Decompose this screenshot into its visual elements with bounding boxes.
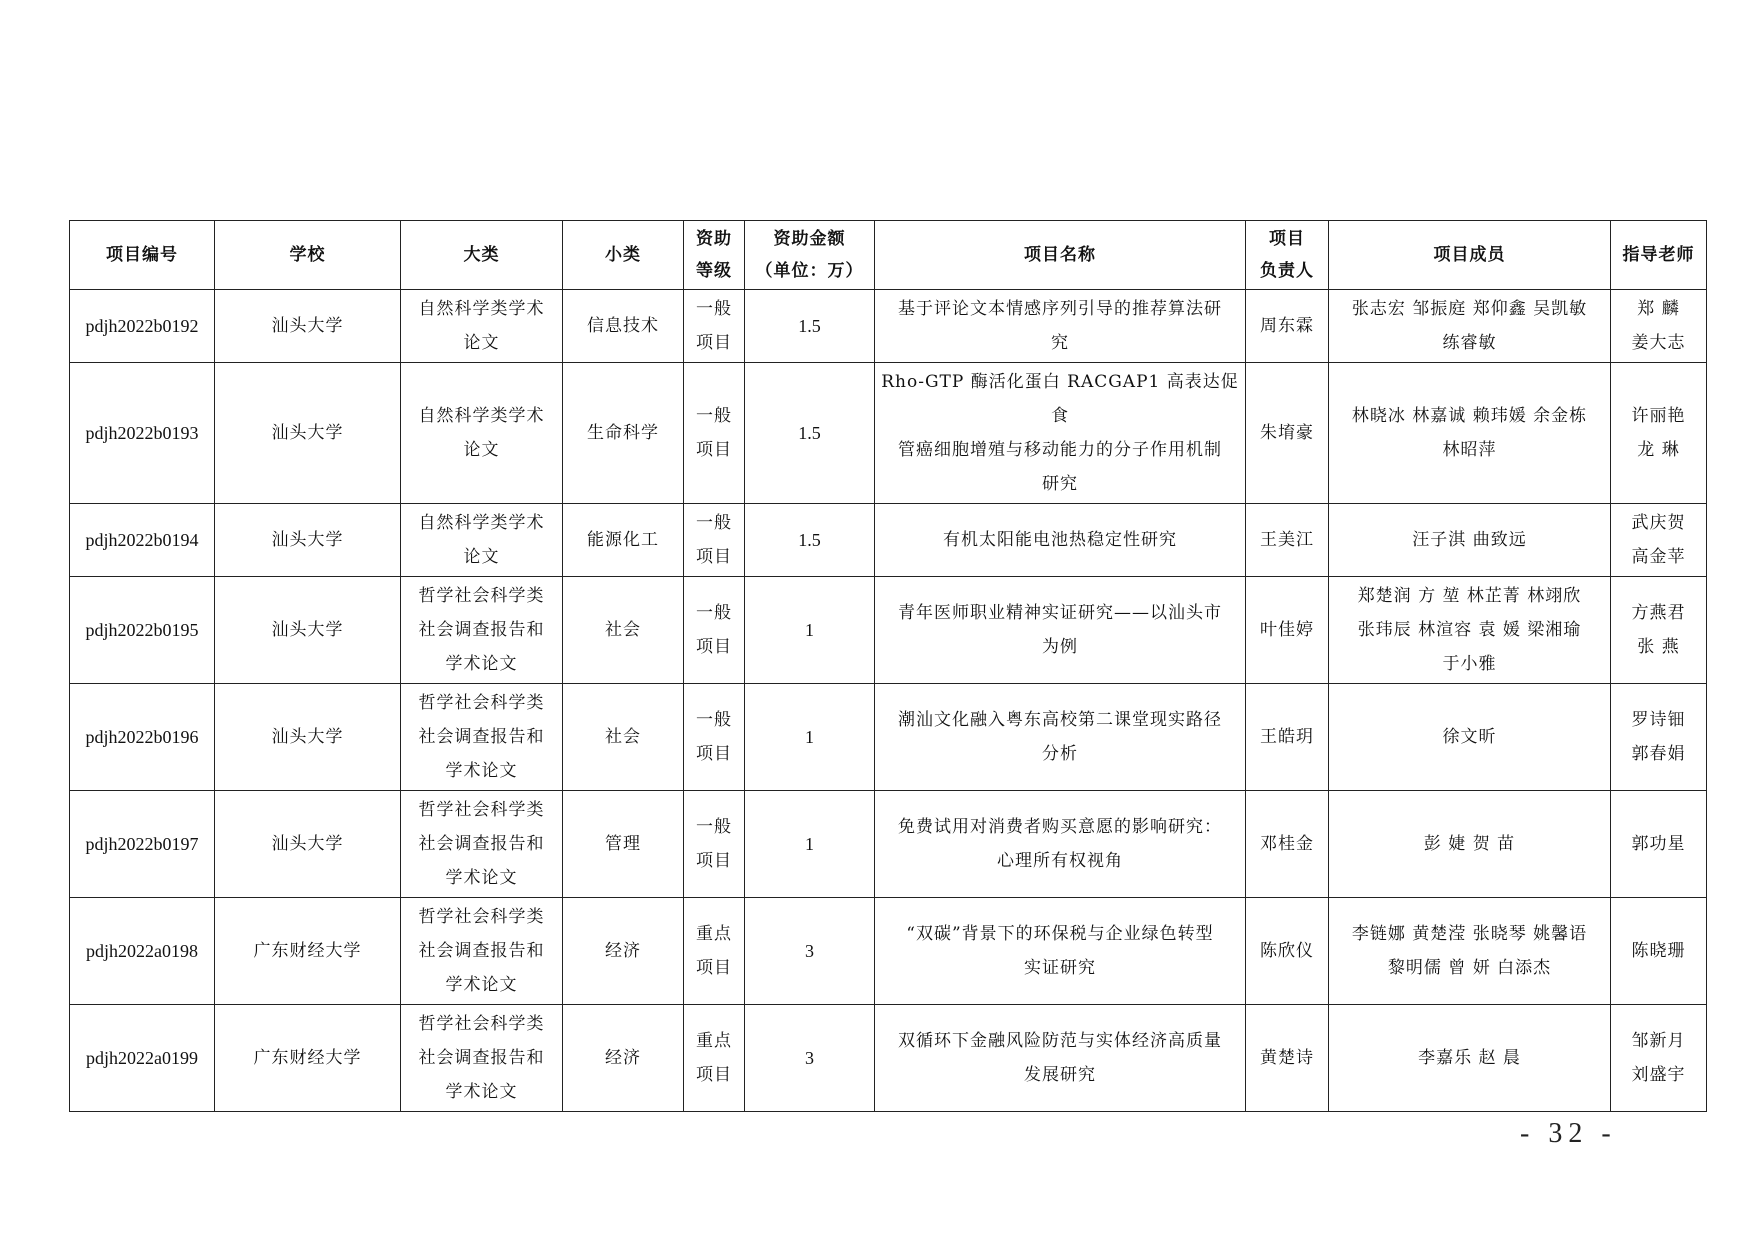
header-advisor: 指导老师 bbox=[1611, 221, 1707, 290]
cell-school: 汕头大学 bbox=[215, 363, 401, 504]
cell-subcategory: 经济 bbox=[563, 1005, 684, 1112]
cell-amount: 1.5 bbox=[745, 290, 875, 363]
header-level: 资助 等级 bbox=[684, 221, 745, 290]
table-header-row bbox=[70, 221, 1707, 290]
cell-level: 一般 项目 bbox=[684, 504, 745, 577]
cell-amount: 1 bbox=[745, 577, 875, 684]
cell-category: 自然科学类学术 论文 bbox=[401, 290, 563, 363]
cell-school: 汕头大学 bbox=[215, 504, 401, 577]
cell-advisor: 郑 麟 姜大志 bbox=[1611, 290, 1707, 363]
cell-members: 汪子淇 曲致远 bbox=[1329, 504, 1611, 577]
cell-name: Rho-GTP 酶活化蛋白 RACGAP1 高表达促食 管癌细胞增殖与移动能力的分子作用机制 研究 bbox=[875, 363, 1246, 504]
table-row bbox=[70, 1005, 1707, 1112]
cell-school: 汕头大学 bbox=[215, 684, 401, 791]
header-name: 项目名称 bbox=[875, 221, 1246, 290]
cell-level: 重点 项目 bbox=[684, 1005, 745, 1112]
table-row bbox=[70, 791, 1707, 898]
header-leader: 项目 负责人 bbox=[1246, 221, 1329, 290]
cell-leader: 邓桂金 bbox=[1246, 791, 1329, 898]
project-table bbox=[69, 220, 1707, 1112]
cell-advisor: 方燕君 张 燕 bbox=[1611, 577, 1707, 684]
cell-category: 哲学社会科学类 社会调查报告和 学术论文 bbox=[401, 898, 563, 1005]
cell-level: 一般 项目 bbox=[684, 791, 745, 898]
header-subcategory: 小类 bbox=[563, 221, 684, 290]
cell-category: 自然科学类学术 论文 bbox=[401, 363, 563, 504]
cell-name: 双循环下金融风险防范与实体经济高质量 发展研究 bbox=[875, 1005, 1246, 1112]
cell-code: pdjh2022b0194 bbox=[70, 504, 215, 577]
cell-subcategory: 信息技术 bbox=[563, 290, 684, 363]
cell-leader: 朱堉豪 bbox=[1246, 363, 1329, 504]
table-row bbox=[70, 577, 1707, 684]
cell-name: 青年医师职业精神实证研究——以汕头市 为例 bbox=[875, 577, 1246, 684]
cell-subcategory: 社会 bbox=[563, 577, 684, 684]
cell-leader: 叶佳婷 bbox=[1246, 577, 1329, 684]
cell-advisor: 许丽艳 龙 琳 bbox=[1611, 363, 1707, 504]
cell-name: 有机太阳能电池热稳定性研究 bbox=[875, 504, 1246, 577]
cell-category: 哲学社会科学类 社会调查报告和 学术论文 bbox=[401, 577, 563, 684]
cell-code: pdjh2022b0197 bbox=[70, 791, 215, 898]
cell-level: 一般 项目 bbox=[684, 363, 745, 504]
cell-name: “双碳”背景下的环保税与企业绿色转型 实证研究 bbox=[875, 898, 1246, 1005]
cell-advisor: 邹新月 刘盛宇 bbox=[1611, 1005, 1707, 1112]
cell-subcategory: 社会 bbox=[563, 684, 684, 791]
table-row bbox=[70, 290, 1707, 363]
cell-category: 自然科学类学术 论文 bbox=[401, 504, 563, 577]
cell-category: 哲学社会科学类 社会调查报告和 学术论文 bbox=[401, 791, 563, 898]
cell-amount: 3 bbox=[745, 898, 875, 1005]
cell-members: 彭 婕 贺 苗 bbox=[1329, 791, 1611, 898]
cell-subcategory: 能源化工 bbox=[563, 504, 684, 577]
table-row bbox=[70, 363, 1707, 504]
cell-subcategory: 经济 bbox=[563, 898, 684, 1005]
header-amount: 资助金额 （单位：万） bbox=[745, 221, 875, 290]
table-row bbox=[70, 684, 1707, 791]
cell-amount: 1 bbox=[745, 684, 875, 791]
cell-amount: 1.5 bbox=[745, 363, 875, 504]
cell-code: pdjh2022b0196 bbox=[70, 684, 215, 791]
cell-category: 哲学社会科学类 社会调查报告和 学术论文 bbox=[401, 684, 563, 791]
cell-school: 广东财经大学 bbox=[215, 898, 401, 1005]
cell-name: 基于评论文本情感序列引导的推荐算法研 究 bbox=[875, 290, 1246, 363]
cell-advisor: 郭功星 bbox=[1611, 791, 1707, 898]
cell-members: 徐文昕 bbox=[1329, 684, 1611, 791]
cell-level: 一般 项目 bbox=[684, 290, 745, 363]
cell-advisor: 罗诗钿 郭春娟 bbox=[1611, 684, 1707, 791]
cell-school: 广东财经大学 bbox=[215, 1005, 401, 1112]
cell-school: 汕头大学 bbox=[215, 290, 401, 363]
cell-leader: 陈欣仪 bbox=[1246, 898, 1329, 1005]
cell-leader: 周东霖 bbox=[1246, 290, 1329, 363]
cell-members: 郑楚润 方 堃 林芷菁 林翊欣 张玮辰 林渲容 袁 媛 梁湘瑜 于小雅 bbox=[1329, 577, 1611, 684]
table-row bbox=[70, 898, 1707, 1005]
cell-code: pdjh2022a0199 bbox=[70, 1005, 215, 1112]
header-school: 学校 bbox=[215, 221, 401, 290]
cell-code: pdjh2022b0195 bbox=[70, 577, 215, 684]
cell-code: pdjh2022b0192 bbox=[70, 290, 215, 363]
cell-code: pdjh2022b0193 bbox=[70, 363, 215, 504]
cell-name: 潮汕文化融入粤东高校第二课堂现实路径 分析 bbox=[875, 684, 1246, 791]
cell-leader: 黄楚诗 bbox=[1246, 1005, 1329, 1112]
cell-name: 免费试用对消费者购买意愿的影响研究： 心理所有权视角 bbox=[875, 791, 1246, 898]
cell-amount: 1 bbox=[745, 791, 875, 898]
cell-members: 林晓冰 林嘉诚 赖玮媛 余金栋 林昭萍 bbox=[1329, 363, 1611, 504]
header-code: 项目编号 bbox=[70, 221, 215, 290]
cell-members: 李链娜 黄楚滢 张晓琴 姚馨语 黎明儒 曾 妍 白添杰 bbox=[1329, 898, 1611, 1005]
cell-advisor: 陈晓珊 bbox=[1611, 898, 1707, 1005]
cell-level: 一般 项目 bbox=[684, 684, 745, 791]
cell-code: pdjh2022a0198 bbox=[70, 898, 215, 1005]
cell-members: 张志宏 邹振庭 郑仰鑫 吴凯敏 练睿敏 bbox=[1329, 290, 1611, 363]
cell-leader: 王美江 bbox=[1246, 504, 1329, 577]
header-category: 大类 bbox=[401, 221, 563, 290]
cell-level: 重点 项目 bbox=[684, 898, 745, 1005]
cell-school: 汕头大学 bbox=[215, 577, 401, 684]
cell-amount: 1.5 bbox=[745, 504, 875, 577]
cell-school: 汕头大学 bbox=[215, 791, 401, 898]
cell-advisor: 武庆贺 高金苹 bbox=[1611, 504, 1707, 577]
cell-category: 哲学社会科学类 社会调查报告和 学术论文 bbox=[401, 1005, 563, 1112]
page-number: - 32 - bbox=[1520, 1118, 1617, 1149]
cell-amount: 3 bbox=[745, 1005, 875, 1112]
header-members: 项目成员 bbox=[1329, 221, 1611, 290]
cell-subcategory: 管理 bbox=[563, 791, 684, 898]
cell-subcategory: 生命科学 bbox=[563, 363, 684, 504]
cell-members: 李嘉乐 赵 晨 bbox=[1329, 1005, 1611, 1112]
cell-level: 一般 项目 bbox=[684, 577, 745, 684]
cell-leader: 王皓玥 bbox=[1246, 684, 1329, 791]
table-row bbox=[70, 504, 1707, 577]
